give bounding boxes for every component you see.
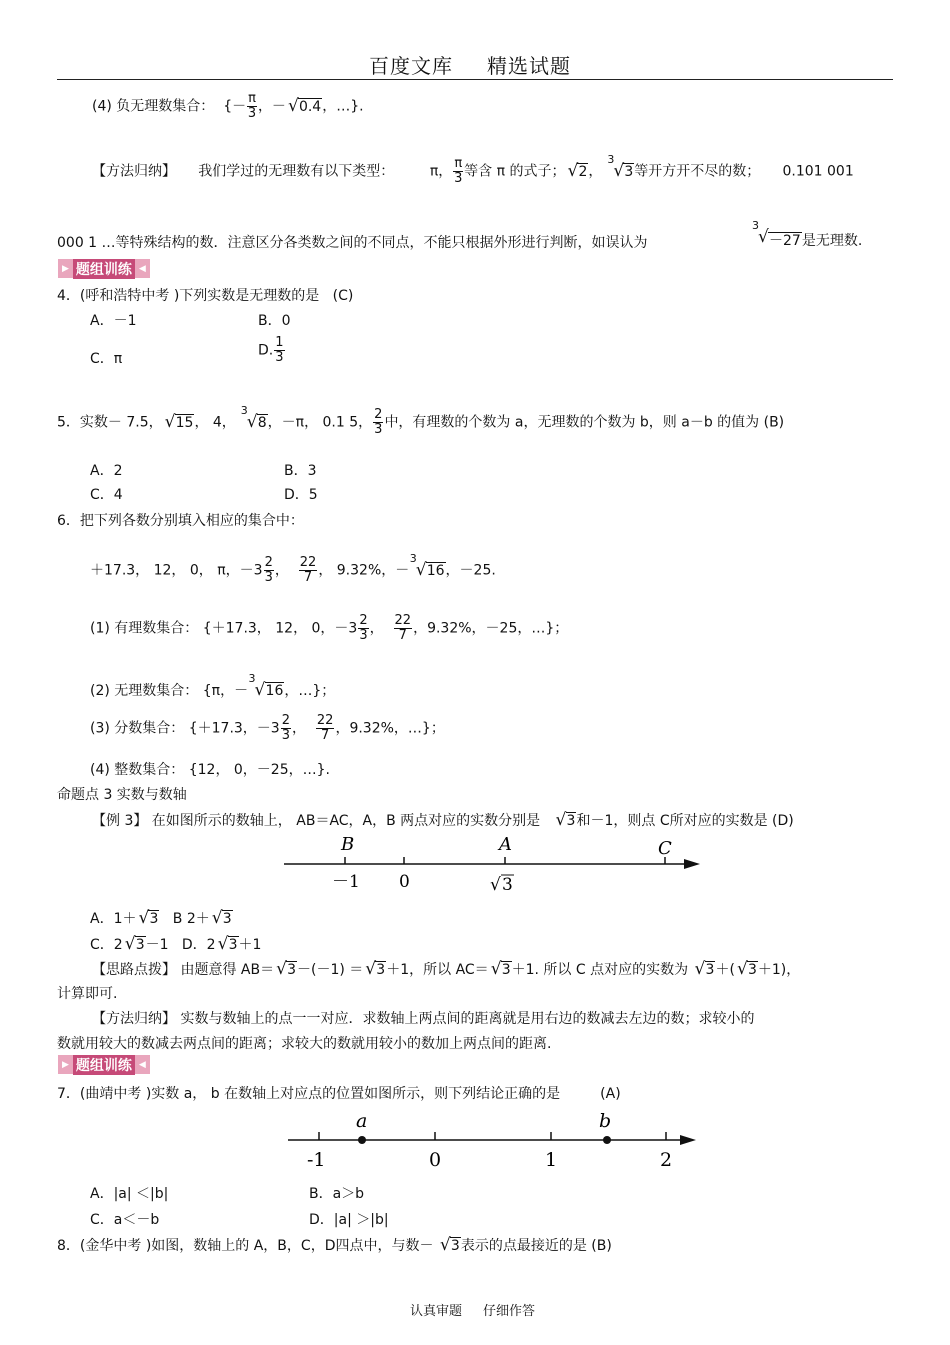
method-summary-1-line2: 000 1 …等特殊结构的数．注意区分各类数之间的不同点，不能只根据外形进行判断，如误认为 (57, 235, 648, 251)
header-rule (57, 79, 893, 80)
q6-rational-set: (1) 有理数集合： {＋17.3， 12， 0，－3 $\frac{2}{3}$ ， $\frac{22}{7}$ ，9.32%，－25，…}； (90, 613, 569, 643)
point-label-b: B (341, 834, 355, 855)
ex3-options-cd: C．2 √ 3－1 D．2 √ 3＋1 (90, 934, 262, 954)
q5-option-a: A．2 (90, 463, 123, 479)
q5-option-b: B．3 (284, 463, 317, 479)
q8-stem: 8．(金华中考 )如图，数轴上的 A，B，C，D四点中，与数－ √ 3表示的点最接近的是 (B) (57, 1235, 612, 1255)
tick-label-minus-one: -1 (307, 1149, 326, 1171)
tick-label-zero: 0 (429, 1149, 442, 1171)
ex3-options-ab: A．1＋ √ 3 B 2＋ √ 3 (90, 908, 232, 928)
triangle-left-icon: ◀ (138, 263, 146, 274)
tick-label-zero: 0 (399, 872, 410, 892)
method-summary-1: 【方法归纳】 我们学过的无理数有以下类型： π， $\frac{\pi}{3}$ 等含 π 的式子； √ 2， 3 √ 3等开方开不尽的数； 0.101 001 (92, 152, 854, 186)
number-line-1 (280, 832, 705, 896)
example-3-stem: 【例 3】 在如图所示的数轴上， AB＝AC，A，B 两点对应的实数分别是 √ 3和－1，则点 C所对应的实数是 (D) (92, 810, 794, 830)
q6-irrational-set: (2) 无理数集合： {π，－ 3 √ 16，…}； (90, 672, 336, 700)
q4-stem: 4．(呼和浩特中考 )下列实数是无理数的是 (C) (57, 288, 354, 304)
q7-stem: 7．(曲靖中考 )实数 a， b 在数轴上对应点的位置如图所示，则下列结论正确的是 (A) (57, 1086, 621, 1102)
point-label-c: C (658, 838, 672, 859)
footer-right: 仔细作答 (483, 1304, 536, 1319)
q4-option-a: A．－1 (90, 313, 137, 329)
point-a (358, 1136, 366, 1144)
q4-option-c: C．π (90, 351, 123, 367)
triangle-right-icon: ▶ (62, 1059, 69, 1070)
q7-option-d: D．|a| ＞|b| (309, 1212, 389, 1228)
tick-label-sqrt-sign: √ (490, 875, 501, 895)
q6-fraction-set: (3) 分数集合： {＋17.3，－3 $\frac{2}{3}$ ， $\frac{22}{7}$ ，9.32%，…}； (90, 713, 445, 743)
q6-stem: 6．把下列各数分别填入相应的集合中： (57, 513, 304, 529)
tick-label-one: 1 (545, 1149, 558, 1171)
topic-3-heading: 命题点 3 实数与数轴 (57, 787, 187, 803)
hint-line2: 计算即可. (57, 986, 118, 1002)
point-label-a: a (356, 1110, 368, 1132)
header-right: 精选试题 (487, 54, 571, 78)
q5-option-d: D．5 (284, 487, 318, 503)
point-label-a: A (499, 834, 512, 855)
q4-option-b: B．0 (258, 313, 291, 329)
tick-label-sqrt3: 3 (502, 875, 513, 895)
q5-stem: 5．实数－ 7.5， √ 15， 4， 3 √ 8，－π， 0.1 5， $\frac{2}{3}$ 中，有理数的个数为 a，无理数的个数为 b，则 a－b 的值为 (B) (57, 403, 785, 437)
hint-paragraph: 【思路点拨】 由题意得 AB＝ √ 3－(－1) ＝ √ 3＋1，所以 AC＝ √ 3＋1. 所以 C 点对应的实数为 √ 3＋( √ 3＋1)， (92, 959, 801, 979)
tick-label-two: 2 (660, 1149, 673, 1171)
q4-option-d: D. $\frac{1}{3}$ (258, 335, 284, 365)
number-line-2 (284, 1106, 704, 1172)
point-b (603, 1136, 611, 1144)
footer-left: 认真审题 (410, 1304, 463, 1319)
practice-banner-2: ▶ 题组训练 ◀ (58, 1055, 150, 1074)
triangle-left-icon: ◀ (138, 1059, 146, 1070)
point-label-b: b (599, 1110, 612, 1132)
practice-banner-1: ▶ 题组训练 ◀ (58, 259, 150, 278)
q6-integer-set: (4) 整数集合： {12， 0，－25，…}. (90, 762, 330, 778)
triangle-right-icon: ▶ (62, 263, 69, 274)
q7-option-b: B．a＞b (309, 1186, 365, 1202)
header-left: 百度文库 (369, 54, 453, 78)
method-summary-2-line2: 数就用较大的数减去两点间的距离；求较大的数就用较小的数加上两点间的距离. (57, 1036, 552, 1052)
q6-number-list: ＋17.3， 12， 0， π，－3 $\frac{2}{3}$ ， $\frac{22}{7}$ ， 9.32%，－ 3 √ 16，－25. (90, 551, 496, 585)
q7-option-c: C．a＜－b (90, 1212, 160, 1228)
q5-option-c: C．4 (90, 487, 123, 503)
q7-option-a: A．|a| ＜|b| (90, 1186, 169, 1202)
axis-arrow-icon (680, 1135, 696, 1145)
method-summary-1-cuberoot: 3 √ －27是无理数. (752, 219, 863, 249)
axis-arrow-icon (684, 859, 700, 869)
tick-label-minus-one: －1 (332, 872, 360, 892)
neg-irrational-set: (4) 负无理数集合： {－ $\frac{\pi}{3}$ ，－ √ 0.4，…}. (92, 91, 364, 121)
method-summary-2: 【方法归纳】 实数与数轴上的点一一对应．求数轴上两点间的距离就是用右边的数减去左边的数；求较小的 (92, 1011, 755, 1027)
